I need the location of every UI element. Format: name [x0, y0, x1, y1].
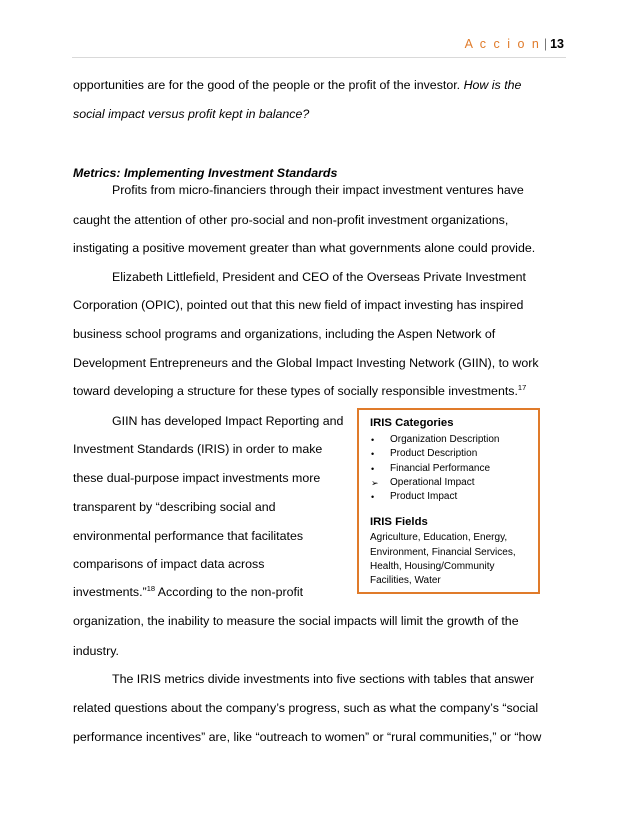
body-line-17: investments.”$^{18}$ According to the non-profit — [73, 584, 304, 599]
header-brand: A c c i o n — [464, 37, 541, 51]
iris-categories-list — [370, 433, 538, 504]
body-line-21: related questions about the company’s progress, such as what the company’s “social — [73, 701, 539, 715]
body-line-20: The IRIS metrics divide investments into five sections with tables that answer — [112, 672, 535, 686]
body-line-4: caught the attention of other pro-social and non-profit investment organizations, — [73, 213, 509, 227]
bullet-icon: • — [371, 463, 375, 474]
iris-fields-title: IRIS Fields — [370, 516, 428, 529]
iris-categories-title: IRIS Categories — [370, 417, 454, 429]
body-line-18: organization, the inability to measure the social impacts will limit the growth of the — [73, 614, 519, 628]
list-item: • Product Impact — [370, 490, 538, 504]
footnote-ref-18: 18 — [146, 584, 156, 593]
list-item: • Product Description — [370, 447, 538, 461]
arrow-bullet-icon: ➢ — [371, 477, 379, 488]
body-line-12: Investment Standards (IRIS) in order to make — [73, 442, 323, 456]
body-line-14: transparent by “describing social and — [73, 500, 276, 514]
body-line-1: opportunities are for the good of the people or the profit of the investor. How is the — [73, 78, 522, 92]
page-number: 13 — [550, 37, 564, 51]
bullet-icon: • — [371, 435, 375, 445]
body-line-6: Elizabeth Littlefield, President and CEO of the Overseas Private Investment — [112, 270, 526, 284]
body-line-7: Corporation (OPIC), pointed out that this new field of impact investing has inspired — [73, 298, 524, 312]
list-item: ➢ Operational Impact — [370, 476, 538, 490]
body-line-10: toward developing a structure for these types of socially responsible investments.$^{17}$ — [73, 383, 527, 398]
body-line-22: performance incentives” are, like “outreach to women” or “rural communities,” or “how — [73, 730, 542, 744]
header-rule — [72, 57, 566, 58]
running-header — [465, 37, 564, 51]
bullet-icon: • — [371, 492, 375, 503]
list-item: • Financial Performance — [370, 462, 538, 476]
body-line-16: comparisons of impact data across — [73, 557, 265, 571]
iris-fields-text: Agriculture, Education, Energy, Environment, Financial Services, Health, Housing/Community Facilities, Water — [370, 532, 516, 587]
body-line-19: industry. — [73, 644, 119, 658]
section-heading: Metrics: Implementing Investment Standards — [73, 166, 338, 180]
footnote-ref-17: 17 — [517, 383, 527, 392]
body-line-8: business school programs and organizations, including the Aspen Network of — [73, 327, 496, 341]
bullet-icon: • — [371, 449, 375, 460]
body-line-3: Profits from micro-financiers through their impact investment ventures have — [112, 183, 524, 197]
body-line-13: these dual-purpose impact investments more — [73, 471, 321, 485]
list-item: • Organization Description — [370, 433, 538, 447]
body-line-11: GIIN has developed Impact Reporting and — [112, 414, 344, 428]
body-line-5: instigating a positive movement greater than what governments alone could provide. — [73, 241, 536, 255]
body-line-9: Development Entrepreneurs and the Global Impact Investing Network (GIIN), to work — [73, 356, 539, 370]
iris-sidebox — [357, 408, 540, 594]
header-separator: | — [543, 37, 548, 51]
body-line-2: social impact versus profit kept in balance? — [73, 107, 310, 121]
body-line-15: environmental performance that facilitates — [73, 529, 304, 543]
